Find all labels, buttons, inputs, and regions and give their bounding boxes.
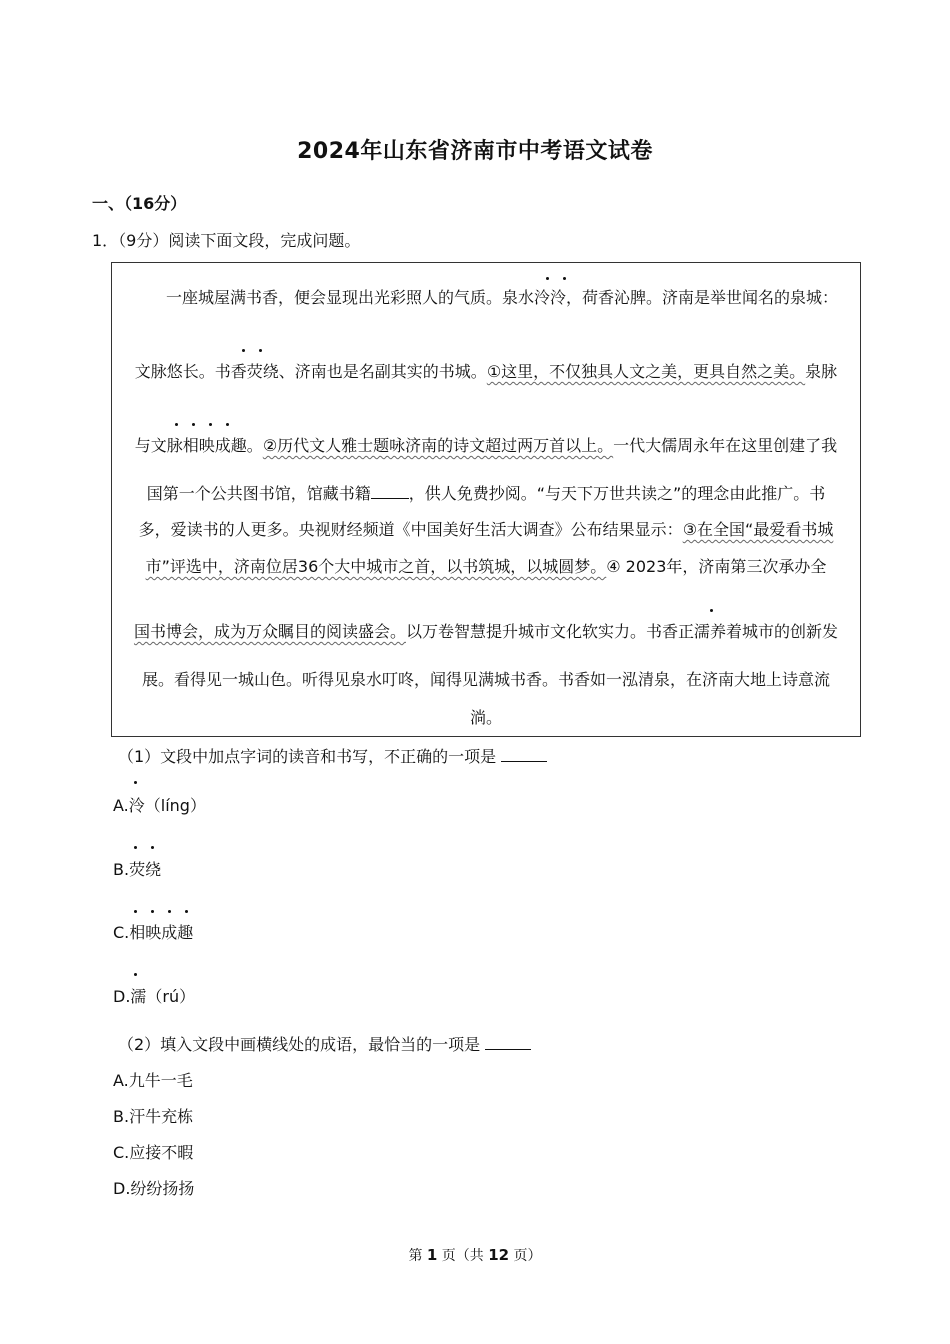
passage-line-4: 国第一个公共图书馆，馆藏书籍 ，供人免费抄阅。“与天下万世共读之”的理念由此推广。书 [146,484,826,503]
option-2a: A.九牛一毛 [113,1071,193,1090]
emphasis-dot [209,423,212,426]
emphasis-dot [134,973,137,976]
emphasis-dot [151,846,154,849]
option-2c: C.应接不暇 [113,1143,194,1162]
section-heading: 一、（16分） [92,194,187,213]
passage-line-5: 多，爱读书的人更多。央视财经频道《中国美好生活大调查》公布结果显示：③在全国“最爱看书城 [138,520,834,539]
emphasis-dot [226,423,229,426]
emphasis-dot [134,781,137,784]
page-footer: 第 1 页（共 12 页） [408,1246,542,1264]
answer-blank [501,747,547,762]
emphasis-dot [259,349,262,352]
option-1d: D.濡（rú） [113,987,196,1006]
emphasis-dot [175,423,178,426]
passage-line-1: 一座城屋满书香，便会显现出光彩照人的气质。泉水泠泠，荷香沁脾。济南是举世闻名的泉城： [165,288,838,307]
sentence-4-wavy: 国书博会，成为万众瞩目的阅读盛会。 [133,622,406,641]
passage-line-9: 淌。 [469,708,502,727]
emphasis-dot [546,277,549,280]
sentence-1-wavy: ①这里，不仅独具人文之美，更具自然之美。 [486,362,806,381]
passage-line-7: 国书博会，成为万众瞩目的阅读盛会。以万卷智慧提升城市文化软实力。书香正濡养着城市的创新发 [133,622,839,641]
option-1c: C.相映成趣 [113,923,194,942]
option-2b: B.汗牛充栋 [113,1107,194,1126]
sentence-3-wavy-b: 市”评选中，济南位居36个大中城市之首，以书筑城，以城圆梦。 [145,557,607,576]
emphasis-dot [242,349,245,352]
sentence-2-wavy: ②历代文人雅士题咏济南的诗文超过两万首以上。 [262,436,614,455]
emphasis-dot [168,910,171,913]
sub-question-1: （1）文段中加点字词的读音和书写，不正确的一项是 [118,744,547,767]
emphasis-dot [710,609,713,612]
sub-question-2: （2）填入文段中画横线处的成语，最恰当的一项是 [118,1032,531,1055]
sentence-3-wavy-a: ③在全国“最爱看书城 [682,520,834,539]
passage-line-3: 与文脉相映成趣。②历代文人雅士题咏济南的诗文超过两万首以上。一代大儒周永年在这里创建了我 [134,436,838,455]
option-1a: A.泠（líng） [113,796,206,815]
passage-line-6: 市”评选中，济南位居36个大中城市之首，以书筑城，以城圆梦。④ 2023年，济南第三次承办全 [145,557,827,576]
emphasis-dot [185,910,188,913]
passage-line-2: 文脉悠长。书香荧绕、济南也是名副其实的书城。①这里，不仅独具人文之美，更具自然之美。泉脉 [134,362,838,381]
idiom-blank [371,484,409,499]
emphasis-dot [192,423,195,426]
emphasis-dot [151,910,154,913]
total-pages: 12 [488,1246,510,1264]
exam-title: 2024年山东省济南市中考语文试卷 [297,139,653,164]
option-1b: B.荧绕 [113,860,162,879]
emphasis-dot [134,846,137,849]
page-number: 1 [426,1246,438,1264]
question-1-header: 1．（9分）阅读下面文段，完成问题。 [92,231,361,250]
passage-line-8: 展。看得见一城山色。听得见泉水叮咚，闻得见满城书香。书香如一泓清泉，在济南大地上诗意流 [141,670,830,689]
reading-passage-box [111,262,861,737]
emphasis-dot [134,910,137,913]
answer-blank [485,1035,531,1050]
option-2d: D.纷纷扬扬 [113,1179,195,1198]
emphasis-dot [563,277,566,280]
